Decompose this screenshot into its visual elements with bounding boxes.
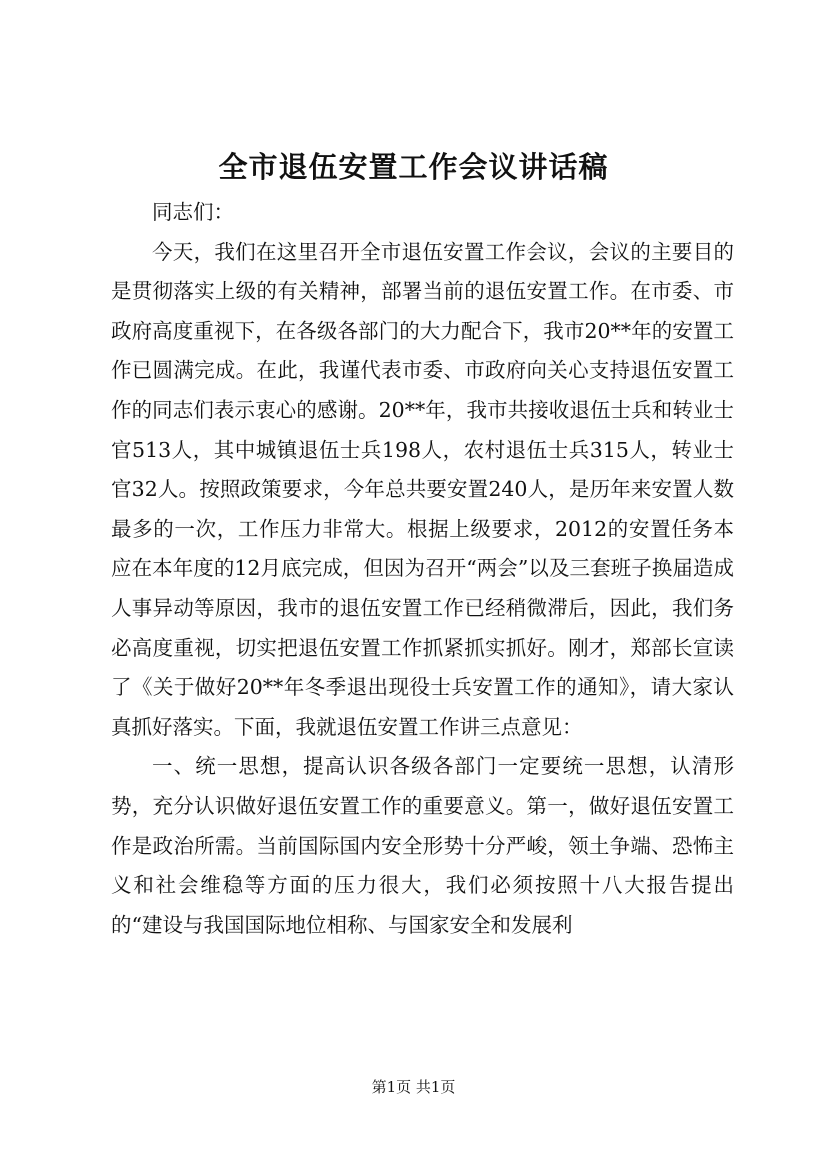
body-paragraph-2: 一、统一思想，提高认识各级各部门一定要统一思想，认清形势，充分认识做好退伍安置工作的重要意义。第一，做好退伍安置工作是政治所需。当前国际国内安全形势十分严峻，领土争端、恐怖主义和社会维稳等方面的压力很大，我们必须按照十八大报告提出的“建设与我国国际地位相称、与国家安全和发展利 [111, 754, 734, 937]
salutation: 同志们： [152, 200, 234, 224]
page-footer: 第1页 共1页 [371, 1078, 456, 1096]
document-title: 全市退伍安置工作会议讲话稿 [218, 150, 609, 184]
document-body [111, 193, 734, 945]
body-paragraph-1: 今天，我们在这里召开全市退伍安置工作会议，会议的主要目的是贯彻落实上级的有关精神，部署当前的退伍安置工作。在市委、市政府高度重视下，在各级各部门的大力配合下，我市20**年的安置工作已圆满完成。在此，我谨代表市委、市政府向关心支持退伍安置工作的同志们表示衷心的感谢。20**年，我市共接收退伍士兵和转业士官513人，其中城镇退伍士兵198人，农村退伍士兵315人，转业士官32人。按照政策要求，今年总共要安置240人，是历年来安置人数最多的一次，工作压力非常大。根据上级要求，2012的安置任务本应在本年度的12月底完成，但因为召开“两会”以及三套班子换届造成人事异动等原因，我市的退伍安置工作已经稍微滞后，因此，我们务必高度重视，切实把退伍安置工作抓紧抓实抓好。刚才，郑部长宣读了《关于做好20**年冬季退出现役士兵安置工作的通知》，请大家认真抓好落实。下面，我就退伍安置工作讲三点意见： [111, 239, 734, 739]
